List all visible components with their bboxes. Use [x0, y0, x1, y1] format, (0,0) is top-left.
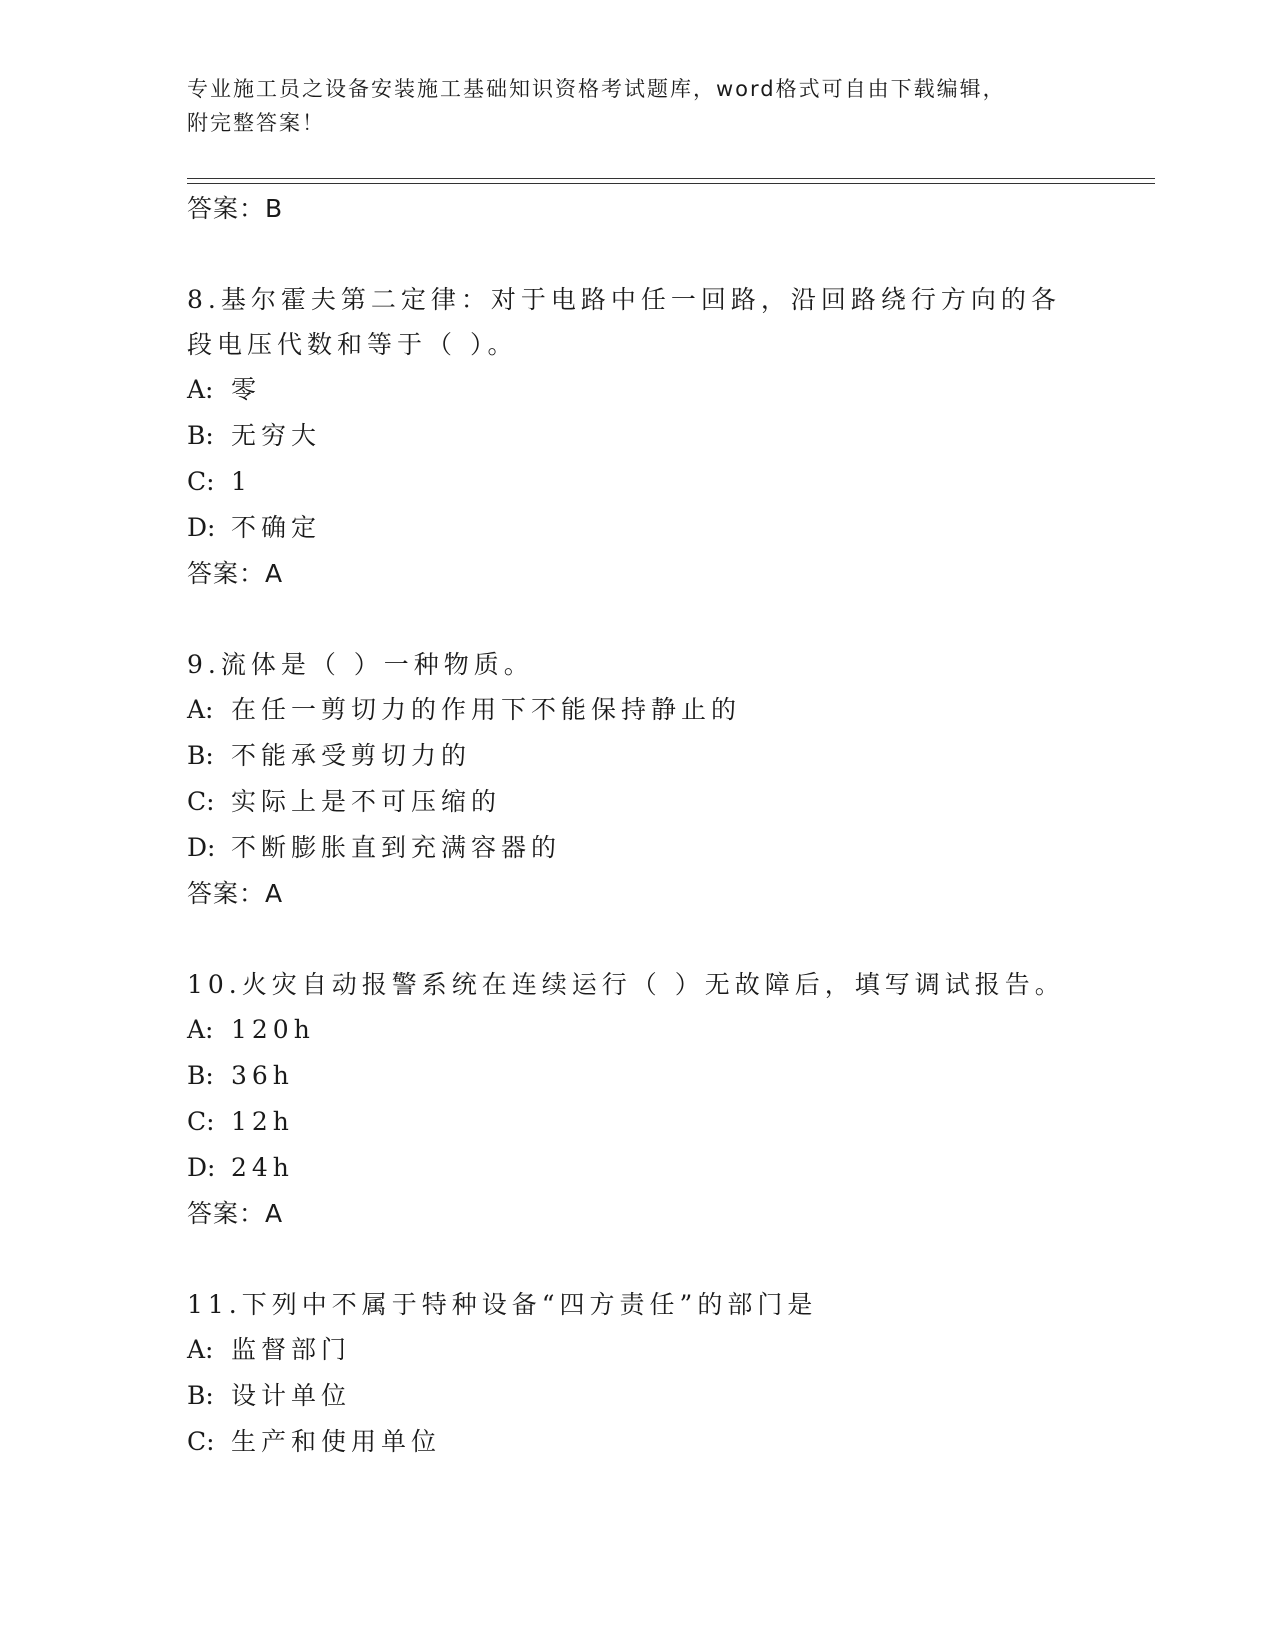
answer-value: B	[265, 194, 284, 223]
option-a	[187, 1327, 1087, 1373]
option-c	[187, 1419, 1087, 1465]
option-key: A:	[187, 1335, 214, 1364]
answer-label: 答案：	[187, 194, 266, 223]
question-block	[187, 1282, 1087, 1465]
option-text: 无穷大	[231, 421, 322, 450]
option-text: 零	[231, 375, 262, 404]
spacer	[187, 597, 1087, 642]
answer-line	[187, 186, 1087, 232]
option-text: 不能承受剪切力的	[231, 741, 472, 770]
option-b	[187, 1373, 1087, 1419]
option-key: D:	[187, 833, 216, 862]
header-divider	[187, 178, 1155, 184]
option-key: A:	[187, 1015, 214, 1044]
question-block	[187, 962, 1087, 1237]
question-number: 8.	[187, 285, 221, 314]
option-a	[187, 687, 1087, 733]
option-key: B:	[187, 1381, 214, 1410]
option-key: D:	[187, 513, 216, 542]
option-text: 不断膨胀直到充满容器的	[231, 833, 562, 862]
spacer	[187, 1237, 1087, 1282]
question-text	[187, 642, 1087, 687]
header-title-line-1: 专业施工员之设备安装施工基础知识资格考试题库，word格式可自由下载编辑，	[187, 77, 1006, 101]
question-list	[187, 186, 1087, 1465]
option-text: 120h	[231, 1015, 315, 1044]
header-title-line-2: 附完整答案！	[187, 111, 325, 135]
answer-value: A	[265, 1199, 284, 1228]
option-key: D:	[187, 1153, 216, 1182]
answer-value: A	[265, 879, 284, 908]
answer-line	[187, 871, 1087, 917]
question-stem: 下列中不属于特种设备“四方责任”的部门是	[241, 1290, 818, 1319]
option-key: A:	[187, 695, 214, 724]
answer-value: A	[265, 559, 284, 588]
question-number: 9.	[187, 650, 221, 679]
option-a	[187, 1007, 1087, 1053]
option-text: 36h	[231, 1061, 294, 1090]
option-text: 不确定	[231, 513, 322, 542]
page-header	[187, 72, 1087, 140]
option-text: 24h	[231, 1153, 294, 1182]
spacer	[187, 917, 1087, 962]
spacer	[187, 232, 1087, 277]
question-number: 11.	[187, 1290, 242, 1319]
option-d	[187, 1145, 1087, 1191]
answer-line	[187, 551, 1087, 597]
option-b	[187, 1053, 1087, 1099]
option-key: C:	[187, 1107, 215, 1136]
option-text: 实际上是不可压缩的	[231, 787, 502, 816]
option-key: C:	[187, 787, 215, 816]
option-text: 12h	[231, 1107, 294, 1136]
option-key: C:	[187, 467, 215, 496]
answer-label: 答案：	[187, 559, 266, 588]
option-c	[187, 1099, 1087, 1145]
option-text: 生产和使用单位	[231, 1427, 442, 1456]
option-key: A:	[187, 375, 214, 404]
option-key: B:	[187, 421, 214, 450]
answer-line	[187, 1191, 1087, 1237]
option-text: 设计单位	[231, 1381, 352, 1410]
question-block	[187, 277, 1087, 597]
question-block	[187, 642, 1087, 917]
question-number: 10.	[187, 970, 242, 999]
question-text	[187, 1282, 1087, 1327]
option-text: 监督部门	[231, 1335, 352, 1364]
option-d	[187, 505, 1087, 551]
option-c	[187, 779, 1087, 825]
option-a	[187, 367, 1087, 413]
question-stem: 基尔霍夫第二定律：对于电路中任一回路，沿回路绕行方向的各段电压代数和等于（ ）。	[187, 285, 1061, 359]
option-key: B:	[187, 741, 214, 770]
option-d	[187, 825, 1087, 871]
option-b	[187, 413, 1087, 459]
answer-label: 答案：	[187, 879, 266, 908]
question-text	[187, 962, 1087, 1007]
option-text: 1	[231, 467, 252, 496]
option-text: 在任一剪切力的作用下不能保持静止的	[231, 695, 742, 724]
option-c	[187, 459, 1087, 505]
option-key: B:	[187, 1061, 214, 1090]
question-stem: 火灾自动报警系统在连续运行（ ）无故障后，填写调试报告。	[241, 970, 1065, 999]
question-text	[187, 277, 1087, 367]
option-b	[187, 733, 1087, 779]
question-stem: 流体是（ ）一种物质。	[220, 650, 534, 679]
answer-label: 答案：	[187, 1199, 266, 1228]
option-key: C:	[187, 1427, 215, 1456]
